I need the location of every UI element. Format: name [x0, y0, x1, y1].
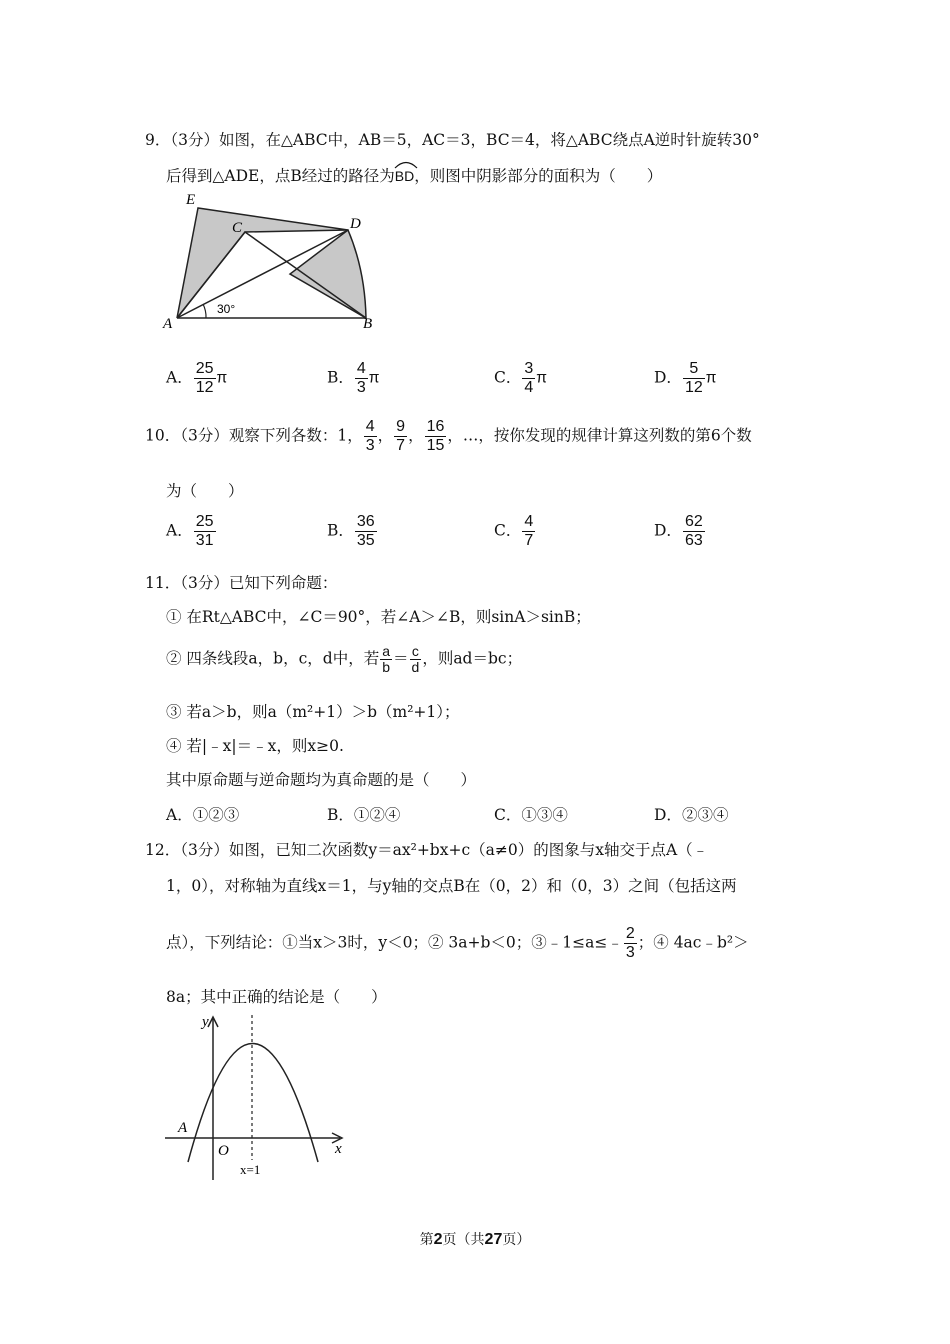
q12-line3 [166, 925, 749, 962]
angle-label: 30° [217, 302, 236, 316]
q11-proposition-4: ④ 若|﹣x|＝﹣x，则x≥0. [166, 737, 344, 755]
q9-arc-label: BD [394, 168, 415, 184]
fraction-num: 9 [396, 418, 406, 435]
pi-symbol: π [536, 369, 547, 387]
label-x: x [335, 1141, 342, 1157]
footer-post: 页） [502, 1232, 531, 1248]
fraction-num: 3 [524, 360, 534, 377]
q9-line2 [166, 164, 662, 186]
q9-option-a [166, 360, 227, 397]
q9-score: （3分） [170, 131, 219, 149]
q12-line3-pre: 点），下列结论：①当x＞3时，y＜0；② 3a+b＜0；③﹣1≤a≤﹣ [166, 933, 623, 952]
q12-text-line1: 如图，已知二次函数y＝ax²+bx+c（a≠0）的图象与x轴交于点A（﹣ [228, 841, 709, 859]
fraction [683, 513, 705, 550]
fraction-den: d [411, 659, 420, 675]
fraction-num: c [410, 644, 422, 660]
fraction-num: 4 [524, 513, 534, 530]
q9-option-b [327, 360, 380, 397]
equals: ＝ [393, 649, 409, 668]
fraction-den: 63 [684, 532, 703, 549]
fraction-den: 35 [356, 532, 375, 549]
q12-line3-post: ；④ 4ac﹣b²＞ [637, 933, 749, 952]
footer-page-number: 2 [433, 1231, 443, 1248]
q11-proposition-1: ① 在Rt△ABC中，∠C＝90°，若∠A＞∠B，则sinA＞sinB； [166, 608, 591, 626]
fraction-2-3 [624, 925, 637, 962]
fraction-num: a [382, 643, 390, 659]
option-label: A． [166, 368, 193, 387]
option-label: D． [654, 806, 682, 824]
fraction-num: 16 [426, 418, 445, 435]
q12-line2: 1，0），对称轴为直线x＝1，与y轴的交点B在（0，2）和（0，3）之间（包括这两 [166, 877, 737, 895]
option-text: ①②③ [192, 806, 240, 824]
option-label: C． [494, 521, 522, 540]
fraction [522, 513, 535, 550]
pi-symbol: π [216, 369, 228, 387]
fraction-a-b [380, 644, 392, 675]
footer-pre: 第 [419, 1232, 434, 1248]
q10-option-a [166, 513, 217, 550]
fraction-num: 4 [365, 418, 375, 435]
option-text: ①③④ [521, 806, 568, 824]
fraction [194, 360, 216, 397]
label-a: A [163, 316, 173, 332]
q9-shaded-right [290, 230, 366, 318]
fraction [355, 360, 368, 397]
seq-fraction-3 [425, 418, 447, 455]
seq-fraction-2 [394, 418, 407, 455]
option-label: D． [654, 521, 682, 540]
fraction-den: 12 [195, 379, 214, 396]
q11-option-a [166, 803, 239, 825]
p2-post: ，则ad＝bc； [422, 649, 523, 668]
label-y: y [202, 1014, 209, 1030]
fraction-den: 3 [625, 944, 635, 961]
q12-line1 [145, 838, 708, 860]
fraction-den: 3 [356, 379, 366, 396]
fraction-num: 36 [356, 513, 375, 530]
option-label: B． [327, 368, 354, 387]
option-label: D． [654, 368, 682, 387]
label-e: E [186, 192, 196, 208]
fraction-den: 7 [396, 437, 406, 454]
label-a: A [178, 1120, 188, 1136]
q11-line1 [145, 571, 337, 593]
fraction-num: 25 [195, 360, 214, 377]
q12-number: 12． [145, 841, 181, 859]
q9-figure [160, 190, 390, 335]
fraction-c-d [410, 644, 422, 675]
p2-pre: ② 四条线段a，b，c，d中，若 [166, 649, 380, 668]
q9-text-line2-post: ，则图中阴影部分的面积为（ ） [414, 167, 663, 185]
fraction-den: 3 [365, 437, 375, 454]
q11-option-c [494, 803, 568, 825]
seq-fraction-1 [364, 418, 377, 455]
q11-lead: 已知下列命题： [228, 574, 338, 592]
pi-symbol: π [705, 369, 717, 387]
page-footer [0, 1229, 950, 1249]
arc-icon [394, 159, 418, 169]
q10-option-b [327, 513, 378, 550]
fraction-den: 31 [195, 532, 214, 549]
label-x-equals-1: x=1 [240, 1162, 261, 1177]
label-b: B [363, 316, 373, 332]
q12-score: （3分） [180, 841, 229, 859]
fraction-den: 4 [524, 379, 534, 396]
q10-option-d [654, 513, 706, 550]
footer-mid: 页（共 [442, 1232, 485, 1248]
fraction-den: b [382, 659, 390, 675]
q11-number: 11． [145, 574, 181, 592]
q10-lead: 观察下列各数：1， [228, 426, 363, 445]
option-label: C． [494, 368, 522, 387]
q9-option-c [494, 360, 547, 397]
option-text: ①②④ [353, 806, 401, 824]
q12-line4: 8a；其中正确的结论是（ ） [166, 988, 387, 1006]
option-text: ②③④ [681, 806, 729, 824]
fraction-num: 5 [683, 360, 705, 379]
q10-option-c [494, 513, 536, 550]
q10-line1: 10．（3分）观察下列各数：1， $\frac{4}{3}$ ， $\frac{9}{7}$ ， $\frac{16}{15}$ ，…，按你发现的规律计算这列数的第6个数 [145, 418, 752, 454]
q11-proposition-3: ③ 若a＞b，则a（m²+1）＞b（m²+1）； [166, 703, 460, 721]
option-label: B． [327, 521, 354, 540]
fraction-num: 2 [625, 925, 635, 942]
label-o: O [218, 1143, 229, 1159]
q10-score: （3分） [180, 426, 229, 445]
q11-option-d [654, 803, 728, 825]
fraction-den: 12 [684, 379, 703, 396]
fraction [683, 360, 705, 397]
fraction-den: 7 [524, 532, 534, 549]
q9-arc-bd [395, 168, 414, 184]
q9-text-line1: 如图，在△ABC中，AB＝5，AC＝3，BC＝4，将△ABC绕点A逆时针旋转30° [219, 131, 760, 149]
pi-symbol: π [368, 369, 380, 387]
fraction-num: 25 [195, 513, 214, 530]
fraction [355, 513, 377, 550]
q9-line1 [145, 128, 760, 150]
q9-text-line2-pre: 后得到△ADE，点B经过的路径为 [166, 167, 395, 185]
fraction-num: 4 [356, 360, 366, 377]
fraction [194, 513, 216, 550]
option-label: C． [494, 806, 522, 824]
label-d: D [350, 216, 361, 232]
q9-option-d [654, 360, 716, 397]
q11-option-b [327, 803, 400, 825]
parabola-curve [188, 1044, 318, 1163]
fraction-den: 15 [426, 437, 445, 454]
q11-proposition-2 [166, 644, 522, 675]
q10-tail: ，…，按你发现的规律计算这列数的第6个数 [447, 426, 752, 445]
fraction-num: 62 [684, 513, 703, 530]
option-label: A． [166, 806, 193, 824]
q10-line2: 为（ ） [166, 482, 244, 500]
option-label: B． [327, 806, 354, 824]
q11-score: （3分） [180, 574, 229, 592]
q11-question: 其中原命题与逆命题均为真命题的是（ ） [166, 771, 477, 789]
label-c: C [232, 220, 243, 236]
fraction [522, 360, 535, 397]
footer-total-pages: 27 [484, 1231, 503, 1248]
q12-parabola-figure [160, 1010, 360, 1185]
option-label: A． [166, 521, 193, 540]
q9-number: 9． [145, 131, 171, 149]
q9-angle-arc [203, 304, 206, 318]
q10-number: 10． [145, 426, 181, 445]
